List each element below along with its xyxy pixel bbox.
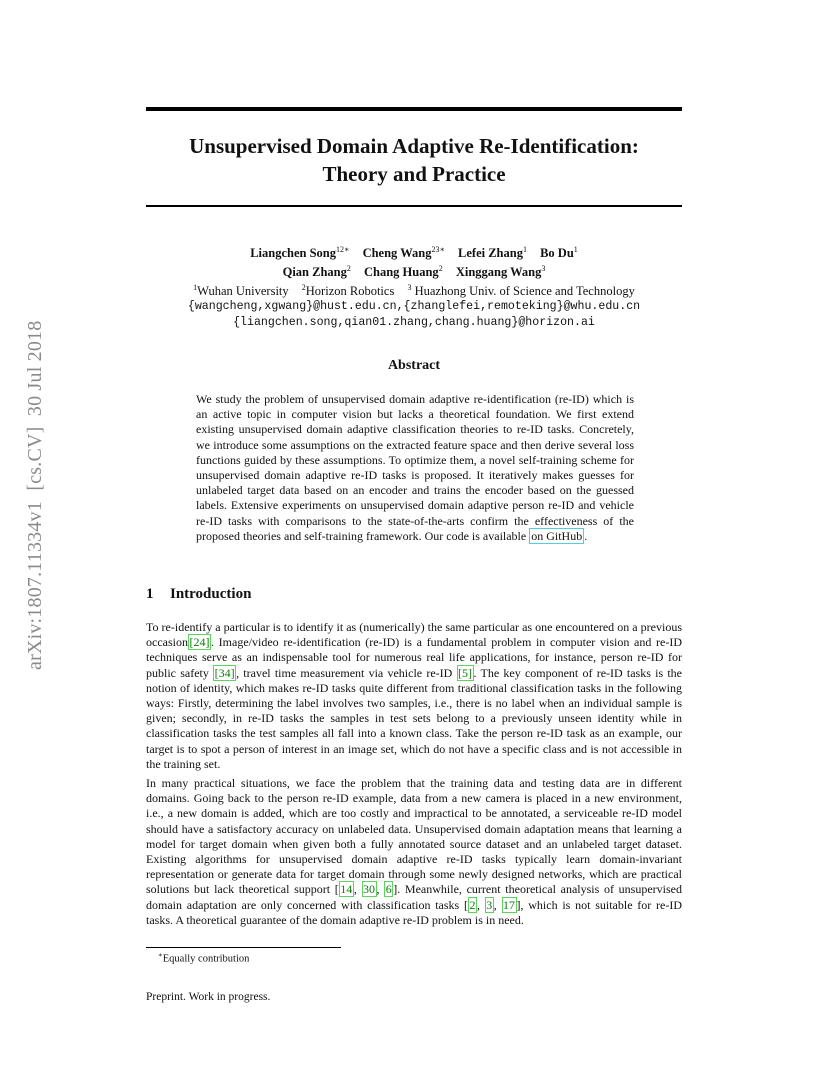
affiliation-wuhan: Wuhan University — [197, 284, 289, 299]
author-name: Cheng Wang — [362, 246, 432, 261]
affiliation-huazhong: Huazhong Univ. of Science and Technology — [414, 284, 635, 299]
title-line-1: Unsupervised Domain Adaptive Re-Identification: — [189, 134, 639, 158]
author-block — [146, 242, 682, 331]
intro-paragraph-1: To re-identify a particular is to identify it as (numerically) the same particular as one encountered on a previous occasion [24] . Image/video re-identification (re-ID) is a fundamental problem in computer vision and re-ID techniques serve as an indispensable tool for numerous real life applications, for instance, person re-ID for public safety [34] , travel time measurement via vehicle re-ID [5] . The key component of re-ID tasks is the notion of identity, which makes re-ID tasks quite different from traditional classification tasks in the following ways: Firstly, determining the label involves two samples, i.e., there is no label when an individual sample is given; secondly, in re-ID tasks the samples in test sets belong to a previously unseen identity while in classification tasks the test samples all fall into a known class. Take the person re-ID task as an example, our target is to spot a person of interest in an image set, which do not have a specific class and is not accessible in the training set. — [146, 620, 683, 771]
title-top-rule — [146, 107, 682, 111]
author-name: Chang Huang — [364, 265, 439, 280]
citation-link[interactable]: 2 — [469, 897, 476, 912]
author-line-1: Liangchen Song$^{12∗}$ Cheng Wang$^{23∗}$ Lefei Zhang$^1$ Bo Du$^1$ — [250, 245, 578, 261]
citation-link[interactable]: 3 — [486, 897, 493, 912]
author-line-2: Qian Zhang$^2$ Chang Huang$^2$ Xinggang Wang$^3$ — [282, 264, 546, 280]
section-title: Introduction — [170, 586, 252, 602]
title-bottom-rule — [146, 205, 682, 207]
footnote: ∗Equally contribution — [158, 951, 250, 965]
abstract-heading: Abstract — [387, 358, 441, 373]
footnote-rule — [146, 947, 341, 948]
affiliation-horizon: Horizon Robotics — [305, 284, 395, 299]
citation-link[interactable]: 14 — [340, 882, 353, 897]
citation-link[interactable]: [5] — [458, 665, 473, 680]
affiliations: $^1$Wuhan University $^2$Horizon Robotics $^3$ Huazhong Univ. of Science and Technology — [193, 283, 635, 299]
author-name: Xinggang Wang — [455, 265, 542, 280]
citation-link[interactable]: [24] — [189, 635, 210, 650]
citation-link[interactable]: 6 — [385, 882, 392, 897]
title-line-2: Theory and Practice — [322, 162, 506, 186]
section-number: 1 — [146, 586, 154, 602]
citation-link[interactable]: [34] — [214, 665, 235, 680]
author-name: Liangchen Song — [250, 246, 336, 261]
author-name: Lefei Zhang — [458, 246, 523, 261]
author-name: Qian Zhang — [282, 265, 347, 280]
abstract-body: We study the problem of unsupervised domain adaptive re-identification (re-ID) which is an active topic in computer vision but lacks a theoretical foundation. We first extend existing unsupervised domain adaptive classification theories to re-ID tasks. Concretely, we introduce some assumptions on the extracted feature space and then derive several loss functions guided by these assumptions. To optimize them, a novel self-training scheme for unsupervised domain adaptive re-ID tasks is proposed. It iteratively makes guesses for unlabeled target data based on an encoder and trains the encoder based on the guessed labels. Extensive experiments on unsupervised domain adaptive person re-ID and vehicle re-ID tasks with comparisons to the state-of-the-arts confirm the effectiveness of the proposed theories and self-training framework. Our code is available on GitHub . — [196, 392, 634, 543]
arxiv-identifier: arXiv:1807.11334v1 [cs.CV] 30 Jul 2018 — [24, 320, 46, 670]
email-line-1: {wangcheng,xgwang}@hust.edu.cn,{zhanglefei,remoteking}@whu.edu.cn — [187, 300, 641, 314]
email-line-2: {liangchen.song,qian01.zhang,chang.huang}@horizon.ai — [233, 316, 595, 330]
citation-link[interactable]: 17 — [503, 897, 515, 912]
intro-paragraph-2: In many practical situations, we face the problem that the training data and testing data are in different domains. Going back to the person re-ID example, data from a new camera is placed in a new environment, i.e., a new domain is added, which are too costly and impractical to be annotated, a serviceable re-ID model should have a satisfactory accuracy on unlabeled data. Unsupervised domain adaptation means that learning a model for target domain when given both a fully annotated source dataset and an unlabeled target dataset. Existing algorithms for unsupervised domain adaptive re-ID tasks typically learn domain-invariant representation or generate data for target domain through some newly designed networks, which are practical solutions but lack theoretical support [ 14 , 30 , 6 ]. Meanwhile, current theoretical analysis of unsupervised domain adaptation are only concerned with classification tasks [ 2 , 3 , 17 ], which is not suitable for re-ID tasks. A theoretical guarantee of the domain adaptive re-ID problem is in need. — [146, 776, 683, 927]
github-link[interactable]: on GitHub — [531, 528, 583, 543]
citation-link[interactable]: 30 — [363, 882, 376, 897]
author-name: Bo Du — [540, 246, 574, 261]
preprint-note: Preprint. Work in progress. — [146, 991, 271, 1003]
section-heading-introduction — [146, 586, 251, 603]
paper-title — [146, 132, 682, 188]
